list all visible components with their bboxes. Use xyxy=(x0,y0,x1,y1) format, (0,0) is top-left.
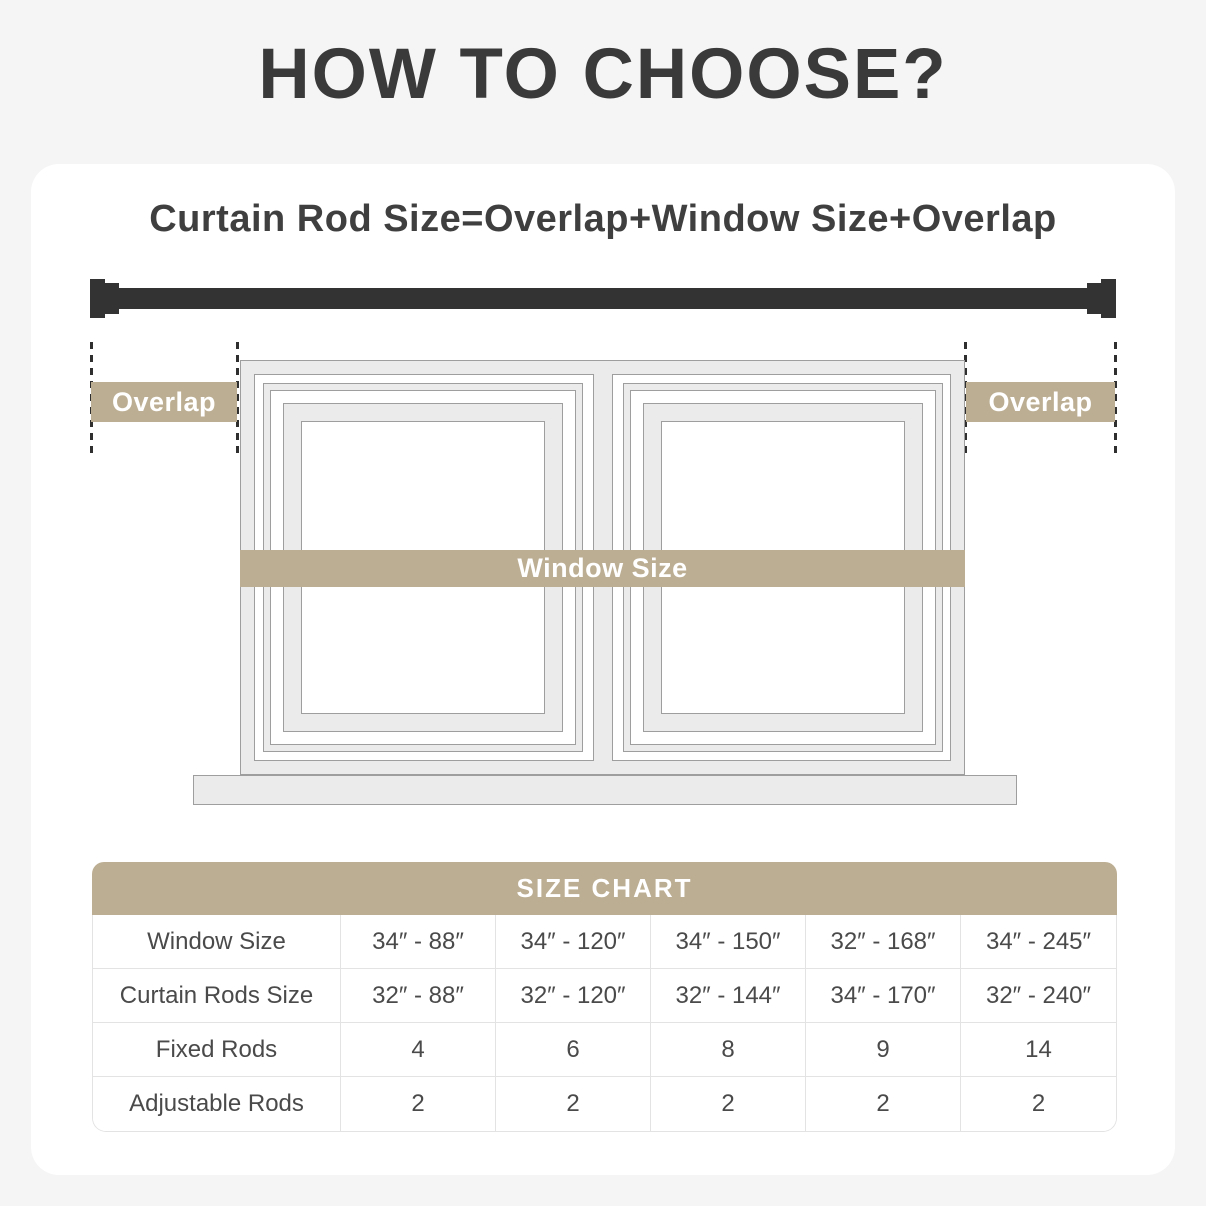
table-cell: 34″ - 88″ xyxy=(341,915,496,969)
table-cell: 14 xyxy=(961,1023,1116,1077)
row-label-window-size: Window Size xyxy=(93,915,341,969)
table-cell: 34″ - 170″ xyxy=(806,969,961,1023)
table-cell: 2 xyxy=(806,1077,961,1131)
table-cell: 32″ - 88″ xyxy=(341,969,496,1023)
window-size-band: Window Size xyxy=(240,550,965,587)
table-cell: 2 xyxy=(341,1077,496,1131)
size-chart-header: SIZE CHART xyxy=(92,862,1117,915)
rod-finial-left-cap xyxy=(90,279,105,318)
table-cell: 32″ - 120″ xyxy=(496,969,651,1023)
table-cell: 34″ - 245″ xyxy=(961,915,1116,969)
size-chart-table xyxy=(92,915,1117,1132)
row-label-curtain-rods-size: Curtain Rods Size xyxy=(93,969,341,1023)
table-cell: 32″ - 144″ xyxy=(651,969,806,1023)
overlap-label-left: Overlap xyxy=(91,382,237,422)
rod-finial-right-cap xyxy=(1101,279,1116,318)
content-card xyxy=(31,164,1175,1175)
table-cell: 2 xyxy=(496,1077,651,1131)
rod-finial-left-step xyxy=(105,283,119,314)
rod-bar xyxy=(119,288,1087,309)
table-cell: 32″ - 240″ xyxy=(961,969,1116,1023)
table-cell: 6 xyxy=(496,1023,651,1077)
window-sill xyxy=(193,775,1017,805)
formula-heading: Curtain Rod Size=Overlap+Window Size+Overlap xyxy=(149,198,1057,240)
table-cell: 2 xyxy=(961,1077,1116,1131)
table-cell: 32″ - 168″ xyxy=(806,915,961,969)
table-cell: 9 xyxy=(806,1023,961,1077)
row-label-adjustable-rods: Adjustable Rods xyxy=(93,1077,341,1131)
table-cell: 34″ - 150″ xyxy=(651,915,806,969)
row-label-fixed-rods: Fixed Rods xyxy=(93,1023,341,1077)
table-cell: 34″ - 120″ xyxy=(496,915,651,969)
table-cell: 2 xyxy=(651,1077,806,1131)
page-title: HOW TO CHOOSE? xyxy=(258,35,948,114)
table-cell: 8 xyxy=(651,1023,806,1077)
overlap-label-right: Overlap xyxy=(966,382,1115,422)
rod-finial-right-step xyxy=(1087,283,1101,314)
table-cell: 4 xyxy=(341,1023,496,1077)
